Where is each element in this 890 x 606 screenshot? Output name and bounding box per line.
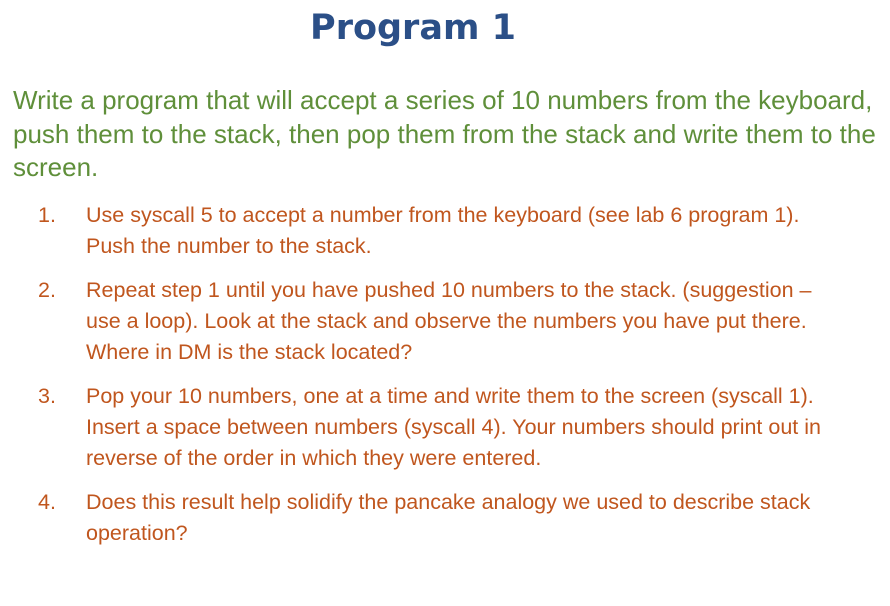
intro-paragraph: Write a program that will accept a series of 10 numbers from the keyboard, push them to the stack, then pop them from the stack and write them to the screen. — [13, 85, 876, 182]
step-text: Does this result help solidify the pancake analogy we used to describe stack operation? — [86, 490, 811, 545]
step-text: Use syscall 5 to accept a number from the keyboard (see lab 6 program 1). Push the number to the stack. — [86, 203, 800, 258]
slide-title: Program 1 — [310, 8, 516, 48]
steps-list — [0, 200, 890, 562]
step-number: 1. — [38, 203, 56, 227]
step-item-4 — [0, 487, 846, 549]
step-item-1 — [0, 200, 846, 262]
step-number: 3. — [38, 384, 56, 408]
step-text: Pop your 10 numbers, one at a time and write them to the screen (syscall 1). Insert a space between numbers (syscall 4). Your numbers should print out in reverse of the order in which they were entered. — [86, 384, 821, 470]
step-item-2 — [0, 275, 846, 368]
step-number: 4. — [38, 490, 56, 514]
step-item-3 — [0, 381, 846, 474]
step-text: Repeat step 1 until you have pushed 10 numbers to the stack. (suggestion – use a loop). Look at the stack and observe the numbers you have put there. Where in DM is the stack located? — [86, 278, 812, 364]
step-number: 2. — [38, 278, 56, 302]
